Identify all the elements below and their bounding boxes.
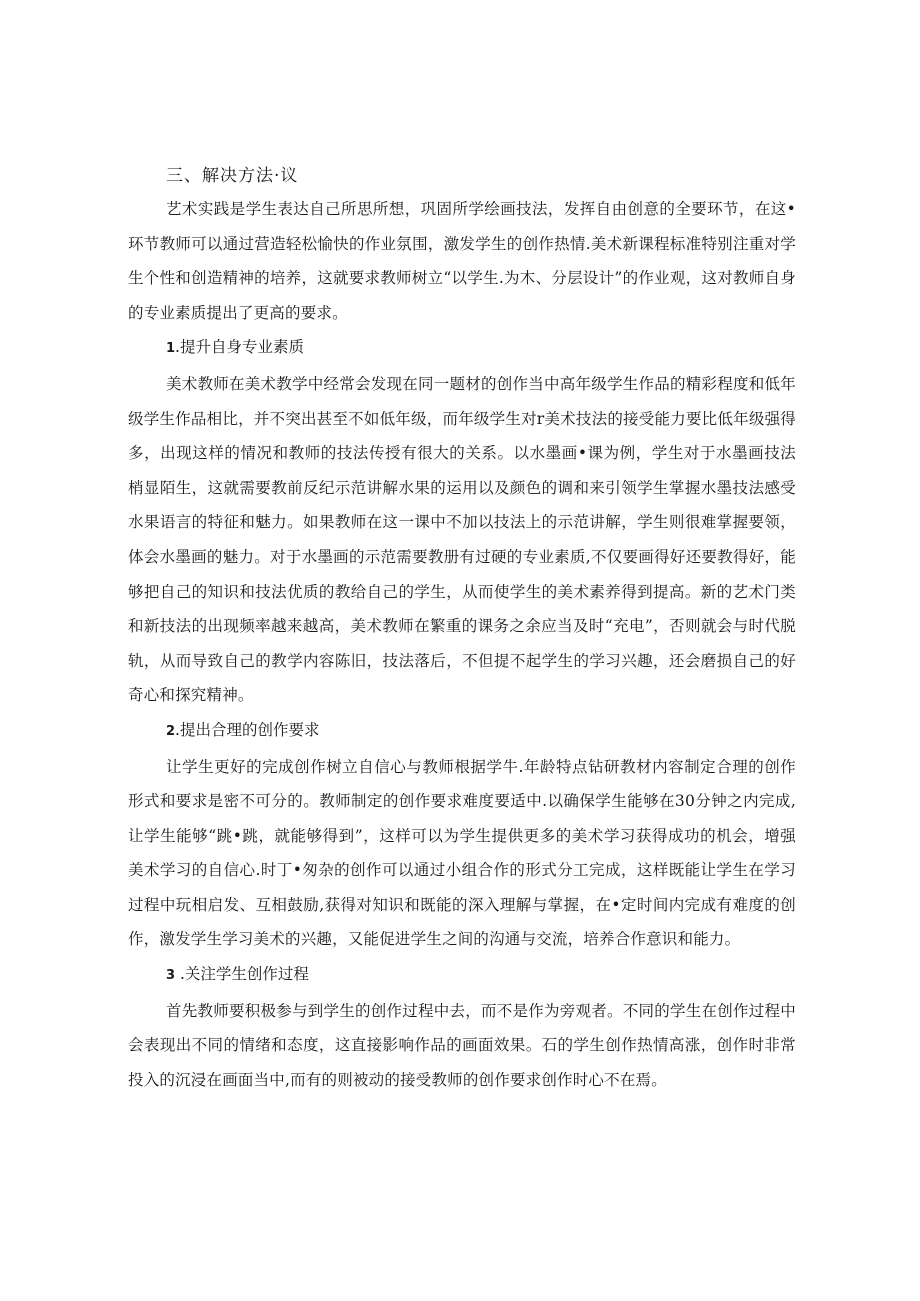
subsection-3-title: .关注学生创作过程 [175,965,309,984]
subsection-2-paragraph: 让学生更好的完成创作树立自信心与教师根据学牛.年龄特点钻研教材内容制定合理的创作形式和要求是密不可分的。教师制定的创作要求难度要适中.以确保学生能够在30分钟之内完成,让学生能够“跳•跳，就能够得到”，这样可以为学生提供更多的美术学习获得成功的机会，增强美术学习的自信心.时丁•匆杂的创作可以通过小组合作的形式分工完成，这样既能让学生在学习过程中玩相启发、互相鼓励,获得对知识和既能的深入理解与掌握，在•定时间内完成有难度的创作，激发学生学习美术的兴趣，又能促进学生之间的沟通与交流，培养合作意识和能力。 [128,757,796,949]
subsection-1-heading [166,330,796,367]
subsection-3-paragraph: 首先教师要积极参与到学生的创作过程中去，而不是作为旁观者。不同的学生在创作过程中会表现出不同的情绪和态度，这直接影响作品的画面效果。石的学生创作热情高涨，创作时非常投入的沉浸在画面当中,而有的则被动的接受教师的创作要求创作时心不在焉。 [128,1001,796,1089]
subsection-2-title: .提出合理的创作要求 [175,720,320,739]
subsection-2-number: 2 [166,723,176,739]
subsection-2-heading [166,713,796,750]
intro-paragraph: 艺术实践是学生表达自己所思所想，巩固所学绘画技法，发挥自由创意的全要环节，在这•环节教师可以通过营造轻松愉快的作业氛围，激发学生的创作热情.美术新课程标准特别注重对学生个性和创造精神的培养，这就要求教师树立“以学生.为木、分层设计”的作业观，这对教师自身的专业素质提出了更高的要求。 [128,200,796,322]
subsection-3-number: 3 [166,968,176,984]
subsection-3-heading [166,957,796,994]
document-page [128,160,796,1097]
subsection-1-number: 1 [166,341,176,357]
subsection-1-title: .提升自身专业素质 [175,338,304,357]
section-heading: 三、解决方法·议 [166,166,299,186]
subsection-1-paragraph: 美术教师在美术教学中经常会发现在同一题材的创作当中高年级学生作品的精彩程度和低年级学生作品相比，并不突出甚至不如低年级，而年级学生对r美术技法的接受能力要比低年级强得多，出现这样的情况和教师的技法传授有很大的关系。以水墨画•课为例，学生对于水墨画技法梢显陌生，这就需要教前反纪示范讲解水果的运用以及颜色的调和来引领学生掌握水墨技法感受水果语言的特征和魅力。如果教师在这一课中不加以技法上的示范讲解，学生则很难掌握要领，体会水墨画的魅力。对于水墨画的示范需要教册有过硬的专业素质,不仅要画得好还要教得好，能够把自己的知识和技法优质的教给自己的学生，从而使学生的美术素养得到提高。新的艺术门类和新技法的出现频率越来越高，美术教师在繁重的课务之余应当及时“充电”，否则就会与时代脱轨，从而导致自己的教学内容陈旧，技法落后，不但提不起学生的学习兴趣，还会磨损自己的好奇心和探究精神。 [128,374,796,705]
